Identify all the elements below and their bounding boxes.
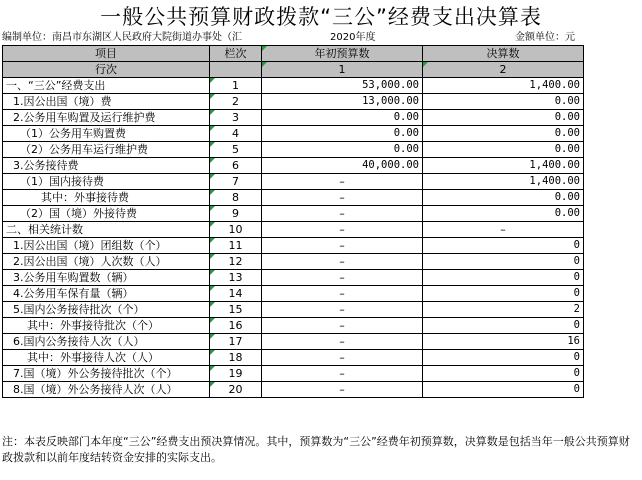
row-budget-cell: – — [262, 206, 423, 222]
row-budget-cell: – — [262, 190, 423, 206]
header-budget-index: 1 — [262, 62, 423, 78]
table-row — [3, 222, 584, 238]
table-row — [3, 110, 584, 126]
row-item-cell: （2）公务用车运行维护费 — [3, 142, 210, 158]
row-budget-cell: 0.00 — [262, 126, 423, 142]
header-item: 项目 — [3, 46, 210, 62]
report-title: 一般公共预算财政拨款“三公”经费支出决算表 — [100, 5, 542, 29]
row-col-cell: 11 — [210, 238, 262, 254]
money-unit: 金额单位：元 — [515, 32, 575, 43]
table-row — [3, 270, 584, 286]
row-col-cell: 19 — [210, 366, 262, 382]
header-final-index: 2 — [423, 62, 584, 78]
table-row — [3, 238, 584, 254]
row-final-cell: 16 — [423, 334, 584, 350]
row-final-cell: 1,400.00 — [423, 174, 584, 190]
row-item-cell: 其中：外事接待人次（人） — [3, 350, 210, 366]
row-budget-cell: – — [262, 302, 423, 318]
row-final-cell: 0.00 — [423, 94, 584, 110]
row-budget-cell: – — [262, 366, 423, 382]
row-final-cell: 0 — [423, 350, 584, 366]
row-budget-cell: – — [262, 382, 423, 398]
row-final-cell: 1,400.00 — [423, 78, 584, 94]
row-final-cell: 0 — [423, 382, 584, 398]
table-row — [3, 382, 584, 398]
row-item-cell: 1.因公出国（境）费 — [3, 94, 210, 110]
row-budget-cell: 40,000.00 — [262, 158, 423, 174]
row-col-cell: 13 — [210, 270, 262, 286]
row-item-cell: 3.公务用车购置数（辆） — [3, 270, 210, 286]
row-item-cell: 二、相关统计数 — [3, 222, 210, 238]
row-budget-cell: – — [262, 238, 423, 254]
row-final-cell: 0.00 — [423, 206, 584, 222]
row-col-cell: 10 — [210, 222, 262, 238]
row-final-cell: – — [423, 222, 584, 238]
row-item-cell: 7.国（境）外公务接待批次（个） — [3, 366, 210, 382]
reporting-unit: 编制单位：南昌市东湖区人民政府大院街道办事处（汇 — [2, 32, 242, 43]
header-index-row — [3, 62, 584, 78]
row-budget-cell: – — [262, 318, 423, 334]
row-final-cell: 0 — [423, 286, 584, 302]
table-row — [3, 286, 584, 302]
row-col-cell: 2 — [210, 94, 262, 110]
header-row-label: 行次 — [3, 62, 210, 78]
table-row — [3, 94, 584, 110]
row-final-cell: 0 — [423, 254, 584, 270]
row-budget-cell: – — [262, 350, 423, 366]
row-budget-cell: 0.00 — [262, 142, 423, 158]
row-col-cell: 15 — [210, 302, 262, 318]
row-item-cell: 8.国（境）外公务接待人次（人） — [3, 382, 210, 398]
row-final-cell: 2 — [423, 302, 584, 318]
row-budget-cell: – — [262, 286, 423, 302]
row-item-cell: 1.因公出国（境）团组数（个） — [3, 238, 210, 254]
row-col-cell: 9 — [210, 206, 262, 222]
row-item-cell: 3.公务接待费 — [3, 158, 210, 174]
row-col-cell: 1 — [210, 78, 262, 94]
fiscal-year: 2020年度 — [330, 32, 376, 43]
row-budget-cell: – — [262, 174, 423, 190]
row-col-cell: 20 — [210, 382, 262, 398]
row-final-cell: 0.00 — [423, 110, 584, 126]
row-final-cell: 1,400.00 — [423, 158, 584, 174]
footnote: 注：本表反映部门本年度“三公”经费支出预决算情况。其中，预算数为“三公”经费年初预算数，决算数是包括当年一般公共预算财政拨款和以前年度结转资金安排的实际支出。 — [2, 435, 630, 464]
row-item-cell: 6.国内公务接待人次（人） — [3, 334, 210, 350]
table-row — [3, 190, 584, 206]
row-final-cell: 0.00 — [423, 142, 584, 158]
table-row — [3, 350, 584, 366]
table-row — [3, 334, 584, 350]
table-row — [3, 254, 584, 270]
row-col-cell: 6 — [210, 158, 262, 174]
row-final-cell: 0.00 — [423, 126, 584, 142]
row-col-cell: 16 — [210, 318, 262, 334]
row-item-cell: （2）国（境）外接待费 — [3, 206, 210, 222]
row-budget-cell: – — [262, 334, 423, 350]
table-row — [3, 126, 584, 142]
row-item-cell: 4.公务用车保有量（辆） — [3, 286, 210, 302]
table-row — [3, 206, 584, 222]
header-col: 栏次 — [210, 46, 262, 62]
row-item-cell: （1）国内接待费 — [3, 174, 210, 190]
row-final-cell: 0 — [423, 318, 584, 334]
row-final-cell: 0 — [423, 366, 584, 382]
row-item-cell: 5.国内公务接待批次（个） — [3, 302, 210, 318]
row-item-cell: 一、“三公”经费支出 — [3, 78, 210, 94]
row-item-cell: 2.因公出国（境）人次数（人） — [3, 254, 210, 270]
table-row — [3, 366, 584, 382]
table-row — [3, 318, 584, 334]
row-col-cell: 3 — [210, 110, 262, 126]
table-row — [3, 78, 584, 94]
row-col-cell: 5 — [210, 142, 262, 158]
table-row — [3, 158, 584, 174]
row-col-cell: 8 — [210, 190, 262, 206]
row-budget-cell: – — [262, 270, 423, 286]
row-col-cell: 18 — [210, 350, 262, 366]
row-col-cell: 14 — [210, 286, 262, 302]
row-final-cell: 0 — [423, 238, 584, 254]
row-budget-cell: 0.00 — [262, 110, 423, 126]
row-final-cell: 0.00 — [423, 190, 584, 206]
table-row — [3, 302, 584, 318]
row-item-cell: （1）公务用车购置费 — [3, 126, 210, 142]
row-col-cell: 7 — [210, 174, 262, 190]
row-budget-cell: – — [262, 254, 423, 270]
row-budget-cell: – — [262, 222, 423, 238]
header-row — [3, 46, 584, 62]
row-budget-cell: 13,000.00 — [262, 94, 423, 110]
header-col-empty — [210, 62, 262, 78]
table-row — [3, 174, 584, 190]
row-budget-cell: 53,000.00 — [262, 78, 423, 94]
expense-table — [2, 45, 584, 398]
header-final: 决算数 — [423, 46, 584, 62]
row-item-cell: 其中：外事接待批次（个） — [3, 318, 210, 334]
row-col-cell: 12 — [210, 254, 262, 270]
header-budget: 年初预算数 — [262, 46, 423, 62]
row-final-cell: 0 — [423, 270, 584, 286]
table-row — [3, 142, 584, 158]
row-col-cell: 17 — [210, 334, 262, 350]
row-item-cell: 2.公务用车购置及运行维护费 — [3, 110, 210, 126]
row-item-cell: 其中：外事接待费 — [3, 190, 210, 206]
row-col-cell: 4 — [210, 126, 262, 142]
